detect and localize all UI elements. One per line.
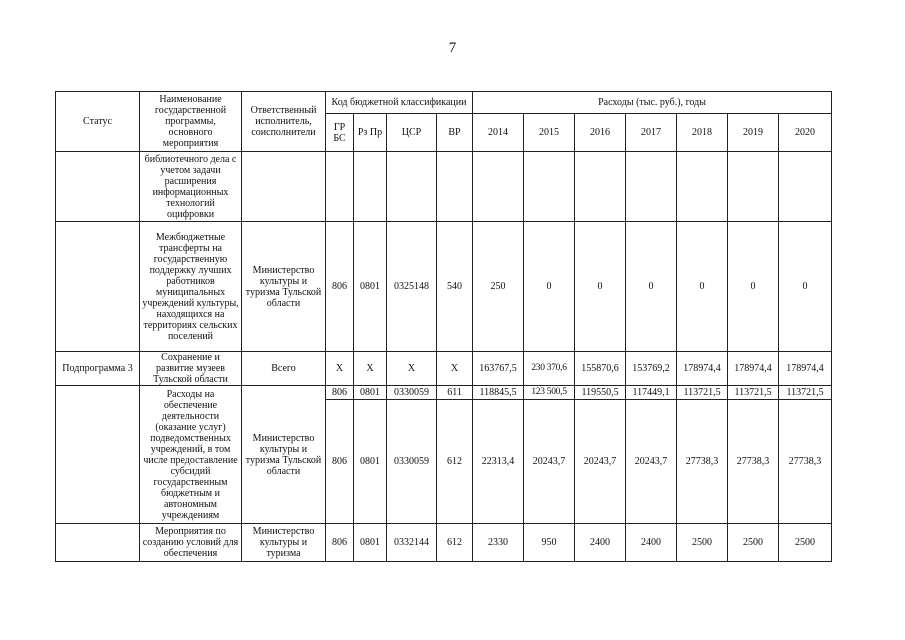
status-cell	[56, 222, 140, 352]
status-cell	[56, 152, 140, 222]
table-row	[56, 386, 832, 400]
name-cell: библиотечного дела с учетом задачи расширения информационных технологий оцифровки	[140, 152, 242, 222]
vr-cell: 540	[437, 222, 473, 352]
header-name: Наименование государственной программы, основного мероприятия	[140, 92, 242, 152]
name-cell: Мероприятия по созданию условий для обеспечения	[140, 524, 242, 562]
value-cell: 27738,3	[779, 400, 832, 524]
name-cell: Расходы на обеспечение деятельности (оказание услуг) подведомственных учреждений, в том числе предоставление субсидий государственным бюджетным и автономным учреждениям	[140, 386, 242, 524]
csr-cell: 0325148	[387, 222, 437, 352]
value-cell: 118845,5	[473, 386, 524, 400]
header-year: 2017	[626, 114, 677, 152]
value-cell: 113721,5	[728, 386, 779, 400]
responsible-cell: Министерство культуры и туризма Тульской области	[242, 386, 326, 524]
grbs-cell	[326, 152, 354, 222]
value-cell: 155870,6	[575, 352, 626, 386]
grbs-cell: 806	[326, 400, 354, 524]
rzpr-cell: 0801	[354, 400, 387, 524]
value-cell	[626, 152, 677, 222]
value-cell	[779, 152, 832, 222]
header-year: 2014	[473, 114, 524, 152]
header-budget-code: Код бюджетной классификации	[326, 92, 473, 114]
header-grbs: ГР БС	[326, 114, 354, 152]
value-cell: 117449,1	[626, 386, 677, 400]
value-cell: 22313,4	[473, 400, 524, 524]
value-cell: 0	[677, 222, 728, 352]
table-row	[56, 152, 832, 222]
responsible-cell: Министерство культуры и туризма	[242, 524, 326, 562]
responsible-cell	[242, 152, 326, 222]
csr-cell: 0330059	[387, 400, 437, 524]
rzpr-cell: 0801	[354, 524, 387, 562]
value-cell: 250	[473, 222, 524, 352]
vr-cell	[437, 152, 473, 222]
rzpr-cell: 0801	[354, 386, 387, 400]
table-row	[56, 222, 832, 352]
grbs-cell: 806	[326, 524, 354, 562]
header-year: 2015	[524, 114, 575, 152]
csr-cell	[387, 152, 437, 222]
value-cell: 0	[524, 222, 575, 352]
value-cell: 2400	[575, 524, 626, 562]
value-cell: 0	[728, 222, 779, 352]
value-cell	[524, 152, 575, 222]
responsible-cell: Всего	[242, 352, 326, 386]
table-row	[56, 524, 832, 562]
value-cell: 113721,5	[677, 386, 728, 400]
value-cell: 0	[779, 222, 832, 352]
value-cell: 27738,3	[728, 400, 779, 524]
value-cell	[728, 152, 779, 222]
header-year: 2016	[575, 114, 626, 152]
value-cell: 119550,5	[575, 386, 626, 400]
header-csr: ЦСР	[387, 114, 437, 152]
value-cell: 20243,7	[575, 400, 626, 524]
grbs-cell: 806	[326, 386, 354, 400]
value-cell: 20243,7	[626, 400, 677, 524]
value-cell: 20243,7	[524, 400, 575, 524]
csr-cell: 0330059	[387, 386, 437, 400]
value-cell	[575, 152, 626, 222]
vr-cell: 612	[437, 524, 473, 562]
header-year: 2019	[728, 114, 779, 152]
name-cell: Межбюджетные трансферты на государственную поддержку лучших работников муниципальных учреждений культуры, находящихся на территориях сельских поселений	[140, 222, 242, 352]
value-cell: 2500	[677, 524, 728, 562]
value-cell	[677, 152, 728, 222]
responsible-cell: Министерство культуры и туризма Тульской области	[242, 222, 326, 352]
value-cell: 153769,2	[626, 352, 677, 386]
status-cell	[56, 524, 140, 562]
rzpr-cell: Х	[354, 352, 387, 386]
value-cell: 0	[626, 222, 677, 352]
status-cell: Подпрограмма 3	[56, 352, 140, 386]
value-cell	[473, 152, 524, 222]
csr-cell: 0332144	[387, 524, 437, 562]
vr-cell: 612	[437, 400, 473, 524]
rzpr-cell	[354, 152, 387, 222]
value-cell: 2330	[473, 524, 524, 562]
page-number: 7	[448, 40, 457, 56]
header-vr: ВР	[437, 114, 473, 152]
header-year: 2020	[779, 114, 832, 152]
header-rzpr: Рз Пр	[354, 114, 387, 152]
name-cell: Сохранение и развитие музеев Тульской области	[140, 352, 242, 386]
value-cell: 113721,5	[779, 386, 832, 400]
header-responsible: Ответственный исполнитель, соисполнители	[242, 92, 326, 152]
value-cell: 2500	[779, 524, 832, 562]
value-cell: 2500	[728, 524, 779, 562]
vr-cell: 611	[437, 386, 473, 400]
header-year: 2018	[677, 114, 728, 152]
value-cell: 178974,4	[779, 352, 832, 386]
rzpr-cell: 0801	[354, 222, 387, 352]
header-status: Статус	[56, 92, 140, 152]
value-cell: 0	[575, 222, 626, 352]
value-cell: 178974,4	[677, 352, 728, 386]
status-cell	[56, 386, 140, 524]
header-expenses: Расходы (тыс. руб.), годы	[473, 92, 832, 114]
grbs-cell: Х	[326, 352, 354, 386]
value-cell: 27738,3	[677, 400, 728, 524]
value-cell: 178974,4	[728, 352, 779, 386]
value-cell: 230 370,6	[524, 352, 575, 386]
value-cell: 123 500,5	[524, 386, 575, 400]
vr-cell: Х	[437, 352, 473, 386]
value-cell: 2400	[626, 524, 677, 562]
budget-table	[55, 91, 832, 562]
table-row	[56, 352, 832, 386]
csr-cell: Х	[387, 352, 437, 386]
value-cell: 163767,5	[473, 352, 524, 386]
value-cell: 950	[524, 524, 575, 562]
grbs-cell: 806	[326, 222, 354, 352]
